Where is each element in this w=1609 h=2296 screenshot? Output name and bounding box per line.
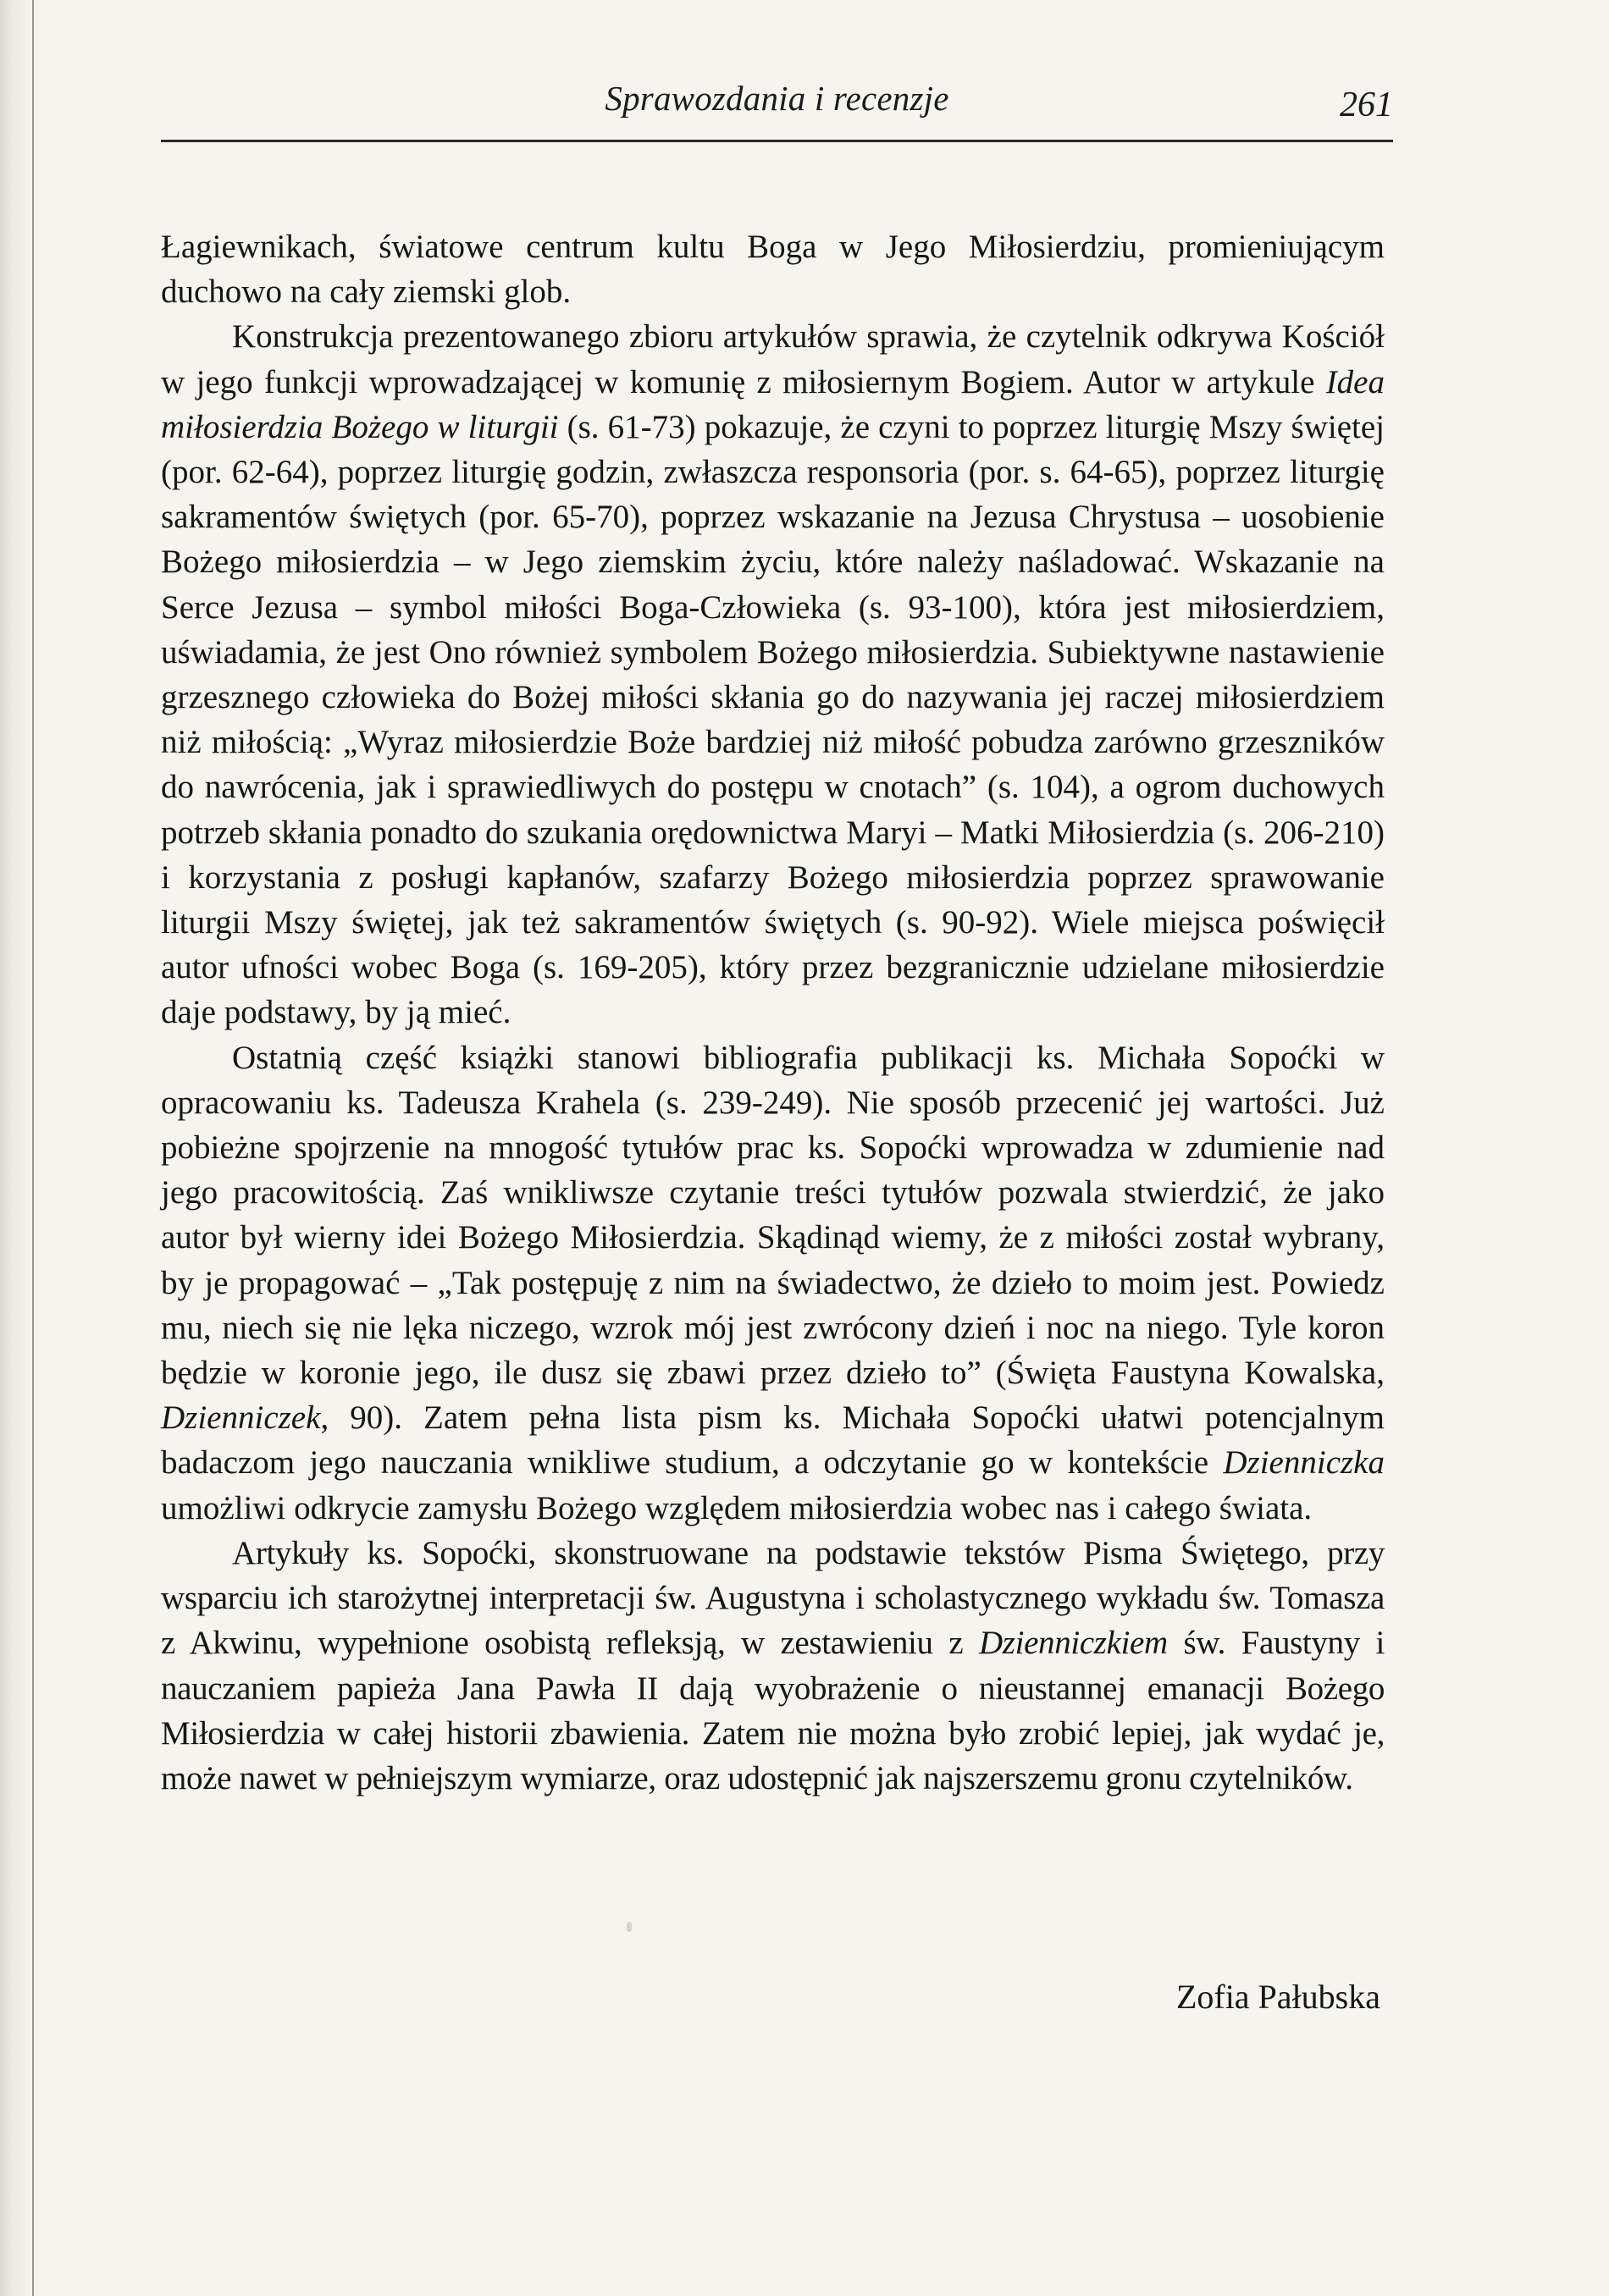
- paragraph-text: Artykuły ks. Sopoćki, skonstruowane na podstawie tekstów Pisma Świętego, przy wsparciu ich starożytnej interpretacji św. Augustyna i scholastycznego wykładu św. Tomasza z Akwinu, wypełnione osobistą refleksją, w zestawieniu z: [161, 1534, 1385, 1662]
- scan-speck: [627, 1922, 632, 1932]
- paragraph-text: (s. 61-73) pokazuje, że czyni to poprzez liturgię Mszy świętej (por. 62-64), poprzez liturgię godzin, zwłaszcza responsoria (por. s. 64-65), poprzez liturgię sakramentów świętych (por. 65-70), poprzez wskazanie na Jezusa Chrystusa – uosobienie Bożego miłosierdzia – w Jego ziemskim życiu, które należy naśladować. Wskazanie na Serce Jezusa – symbol miłości Boga-Człowieka (s. 93-100), która jest miłosierdziem, uświadamia, że jest Ono również symbolem Bożego miłosierdzia. Subiektywne nastawienie grzesznego człowieka do Bożej miłości skłania go do nazywania jej raczej miłosierdziem niż miłością: „Wyraz miłosierdzie Boże bardziej niż miłość pobudza zarówno grzeszników do nawrócenia, jak i sprawiedliwych do postępu w cnotach” (s. 104), a ogrom duchowych potrzeb skłania ponadto do szukania orędownictwa Maryi – Matki Miłosierdzia (s. 206-210) i korzystania z posługi kapłanów, szafarzy Bożego miłosierdzia poprzez sprawowanie liturgii Mszy świętej, jak też sakramentów świętych (s. 90-92). Wiele miejsca poświęcił autor ufności wobec Boga (s. 169-205), który przez bezgranicznie udzielane miłosierdzie daje podstawy, by ją mieć.: [161, 408, 1385, 1031]
- italic-title-text: Dzienniczkiem: [978, 1625, 1168, 1662]
- running-title: Sprawozdania i recenzje: [605, 79, 949, 118]
- italic-title-text: Idea miłosierdzia Bożego w liturgii: [161, 363, 1385, 445]
- paragraph-text: Konstrukcja prezentowanego zbioru artykułów sprawia, że czytelnik odkrywa Kościół w jego funkcji wprowadzającej w komunię z miłosiernym Bogiem. Autor w artykule: [161, 318, 1385, 400]
- author-signature: Zofia Pałubska: [1175, 1978, 1380, 2016]
- italic-title-text: Dzienniczek: [161, 1399, 321, 1437]
- header-rule: [161, 140, 1393, 142]
- paragraph-text: , 90). Zatem pełna lista pism ks. Michała Sopoćki ułatwi potencjalnym badaczom jego nauczania wnikliwe studium, a odczytanie go w kontekście: [161, 1399, 1385, 1482]
- review-body-text: [161, 224, 1385, 1801]
- paragraph-text: Łagiewnikach, światowe centrum kultu Boga w Jego Miłosierdziu, promieniującym duchowo na cały ziemski glob.: [161, 229, 1385, 311]
- italic-title-text: Dzienniczka: [1223, 1444, 1385, 1482]
- paragraph-text: św. Faustyny i nauczaniem papieża Jana Pawła II dają wyobrażenie o nieustannej emanacji Bożego Miłosierdzia w całej historii zbawienia. Zatem nie można było zrobić lepiej, jak wydać je, może nawet w pełniejszym wymiarze, oraz udostępnić jak najszerszemu gronu czytelników.: [161, 1625, 1385, 1797]
- running-header: [161, 78, 1393, 137]
- paragraph-text: umożliwi odkrycie zamysłu Bożego względem miłosierdzia wobec nas i całego świata.: [161, 1489, 1313, 1526]
- page-binding-edge: [0, 0, 36, 2296]
- paragraph: [161, 1035, 1385, 1531]
- page-edge-line: [32, 0, 34, 2296]
- paragraph: [161, 224, 1385, 314]
- paragraph: [161, 1531, 1385, 1801]
- page-number: 261: [1340, 86, 1393, 124]
- paragraph-text: Ostatnią część książki stanowi bibliografia publikacji ks. Michała Sopoćki w opracowaniu ks. Tadeusza Krahela (s. 239-249). Nie sposób przecenić jej wartości. Już pobieżne spojrzenie na mnogość tytułów prac ks. Sopoćki wprowadza w zdumienie nad jego pracowitością. Zaś wnikliwsze czytanie treści tytułów pozwala stwierdzić, że jako autor był wierny idei Bożego Miłosierdzia. Skądinąd wiemy, że z miłości został wybrany, by je propagować – „Tak postępuję z nim na świadectwo, że dzieło to moim jest. Powiedz mu, niech się nie lęka niczego, wzrok mój jest zwrócony dzień i noc na niego. Tyle koron będzie w koronie jego, ile dusz się zbawi przez dzieło to” (Święta Faustyna Kowalska,: [161, 1039, 1385, 1392]
- paragraph: [161, 314, 1385, 1035]
